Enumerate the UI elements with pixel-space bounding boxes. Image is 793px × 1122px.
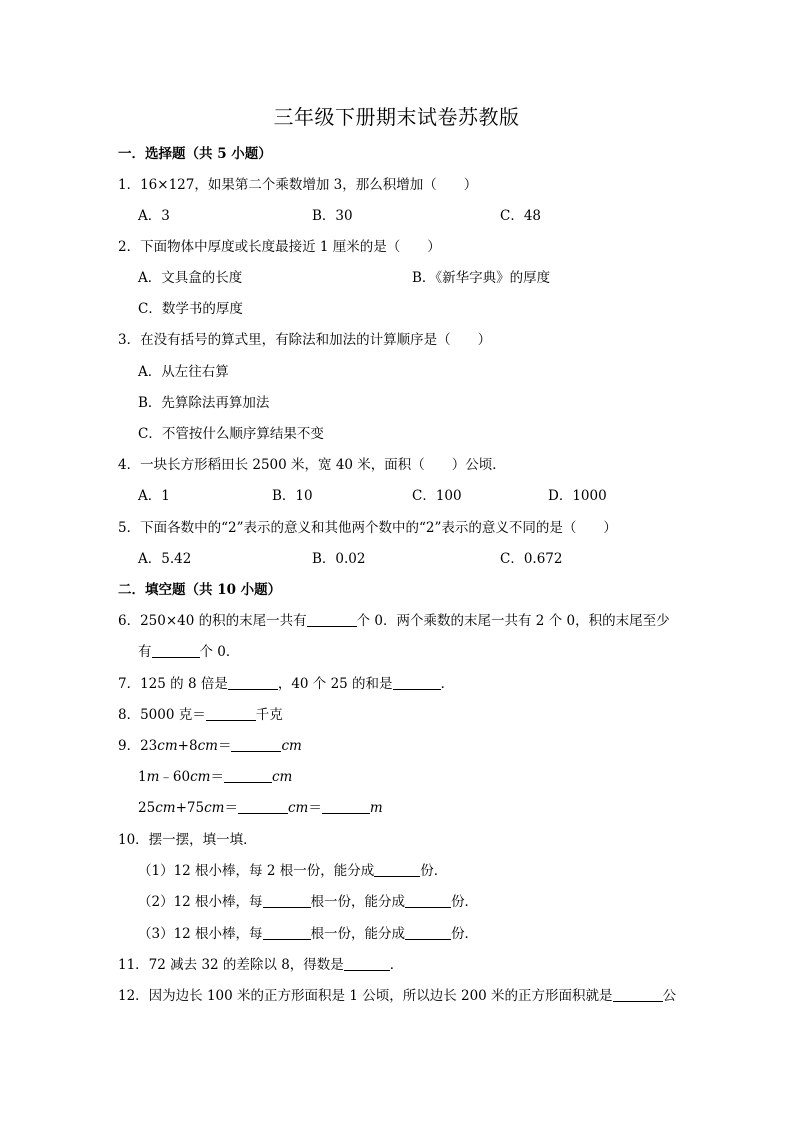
question-10-part-3 [138, 924, 478, 944]
q11-text-b: ． [389, 957, 404, 973]
q9-unit: cm [155, 800, 176, 816]
answer-blank[interactable] [613, 986, 663, 1002]
q10-text: 份． [451, 894, 479, 910]
q9-text: ＝ [308, 800, 322, 816]
q10-text: 根一份，能分成 [310, 894, 406, 910]
question-6-line-2 [138, 642, 239, 662]
q10-text: 根一份，能分成 [310, 926, 406, 942]
q9-text: 25 [138, 800, 156, 816]
q2-option-a: A．文具盒的长度 [138, 270, 243, 286]
q9-text: +75 [175, 800, 205, 816]
q9-unit: cm [281, 738, 302, 754]
answer-blank[interactable] [228, 674, 278, 690]
q1-option-c: C．48 [500, 208, 542, 224]
question-10-part-2 [138, 892, 478, 912]
question-4-stem: 4．一块长方形稻田长 2500 米，宽 40 米，面积（ ）公顷． [118, 457, 506, 473]
q6-text-d: 个 0． [199, 644, 240, 660]
q10-text: （2）12 根小棒，每 [138, 894, 263, 910]
question-5-stem: 5．下面各数中的“2”表示的意义和其他两个数中的“2”表示的意义不同的是（ ） [118, 520, 617, 536]
q5-option-a: A．5.42 [138, 551, 192, 567]
answer-blank[interactable] [206, 705, 256, 721]
section-heading-choice: 一．选择题（共 5 小题） [118, 146, 272, 162]
question-10-stem: 10．摆一摆，填一填． [118, 832, 257, 848]
section-heading-fill: 二．填空题（共 10 小题） [118, 582, 282, 598]
q8-text-a: 8．5000 克＝ [118, 707, 206, 723]
answer-blank[interactable] [224, 767, 272, 783]
answer-blank[interactable] [152, 642, 200, 658]
q9-unit: m [369, 800, 383, 816]
answer-blank[interactable] [307, 611, 357, 627]
question-10-part-1 [138, 861, 447, 881]
q11-text-a: 11．72 减去 32 的差除以 8，得数是 [118, 957, 344, 973]
q10-text: 份． [451, 926, 479, 942]
q1-option-a: A．3 [138, 208, 170, 224]
q9-text: 9．23 [118, 738, 158, 754]
answer-blank[interactable] [405, 892, 451, 908]
question-12 [118, 986, 676, 1006]
q2-option-c: C．数学书的厚度 [138, 301, 243, 317]
q2-option-b: B．《新华字典》的厚度 [412, 270, 551, 286]
question-2-stem: 2．下面物体中厚度或长度最接近 1 厘米的是（ ） [118, 239, 441, 255]
q3-option-a: A．从左往右算 [138, 364, 229, 380]
q3-option-b: B．先算除法再算加法 [138, 395, 270, 411]
q6-text-c: 有 [138, 644, 152, 660]
q9-unit: cm [287, 800, 309, 816]
q5-option-c: C．0.672 [500, 551, 563, 567]
answer-blank[interactable] [374, 861, 420, 877]
q9-text: 1 [138, 769, 147, 785]
question-3-stem: 3．在没有括号的算式里，有除法和加法的计算顺序是（ ） [118, 332, 492, 348]
q9-unit: cm [190, 769, 211, 785]
answer-blank[interactable] [238, 798, 288, 814]
q9-unit: m [146, 769, 160, 785]
answer-blank[interactable] [263, 892, 311, 908]
q10-text: （1）12 根小棒，每 2 根一份，能分成 [138, 863, 375, 879]
q4-option-c: C．100 [412, 488, 462, 504]
q9-unit: cm [157, 738, 178, 754]
q5-option-b: B．0.02 [312, 551, 366, 567]
q4-option-a: A．1 [138, 488, 170, 504]
answer-blank[interactable] [344, 955, 390, 971]
q9-text: ﹣60 [159, 769, 191, 785]
q4-option-b: B．10 [272, 488, 313, 504]
answer-blank[interactable] [231, 736, 281, 752]
q7-text-b: ，40 个 25 的和是 [277, 676, 393, 692]
answer-blank[interactable] [405, 924, 451, 940]
question-1-stem: 1．16×127，如果第二个乘数增加 3，那么积增加（ ） [118, 177, 478, 193]
question-9-line-3 [138, 798, 383, 818]
q4-option-d: D．1000 [548, 488, 607, 504]
q9-unit: cm [271, 769, 293, 785]
q6-text-a: 6．250×40 的积的末尾一共有 [118, 613, 307, 629]
page-title: 三年级下册期末试卷苏教版 [273, 105, 520, 129]
q10-text: （3）12 根小棒，每 [138, 926, 263, 942]
q6-text-b: 个 0．两个乘数的末尾一共有 2 个 0，积的末尾至少 [356, 613, 670, 629]
question-9-line-2 [138, 767, 292, 787]
question-7 [118, 674, 454, 694]
q9-text: ＝ [210, 769, 224, 785]
question-8 [118, 705, 283, 725]
q9-text: ＝ [217, 738, 232, 754]
answer-blank[interactable] [263, 924, 311, 940]
question-11 [118, 955, 403, 975]
q3-option-c: C．不管按什么顺序算结果不变 [138, 426, 324, 442]
q12-text-a: 12．因为边长 100 米的正方形面积是 1 公顷，所以边长 200 米的正方形面积就是 [118, 988, 613, 1004]
q7-text-c: ． [440, 676, 455, 692]
q9-unit: cm [204, 800, 225, 816]
answer-blank[interactable] [322, 798, 370, 814]
q12-text-b: 公 [662, 988, 677, 1004]
q8-text-b: 千克 [255, 707, 283, 723]
question-6-line-1 [118, 611, 670, 631]
q1-option-b: B．30 [312, 208, 353, 224]
q7-text-a: 7．125 的 8 倍是 [118, 676, 228, 692]
answer-blank[interactable] [393, 674, 441, 690]
question-9-line-1 [118, 736, 302, 756]
q9-text: ＝ [224, 800, 238, 816]
q9-unit: cm [197, 738, 218, 754]
q10-text: 份． [420, 863, 448, 879]
q9-text: +8 [177, 738, 198, 754]
